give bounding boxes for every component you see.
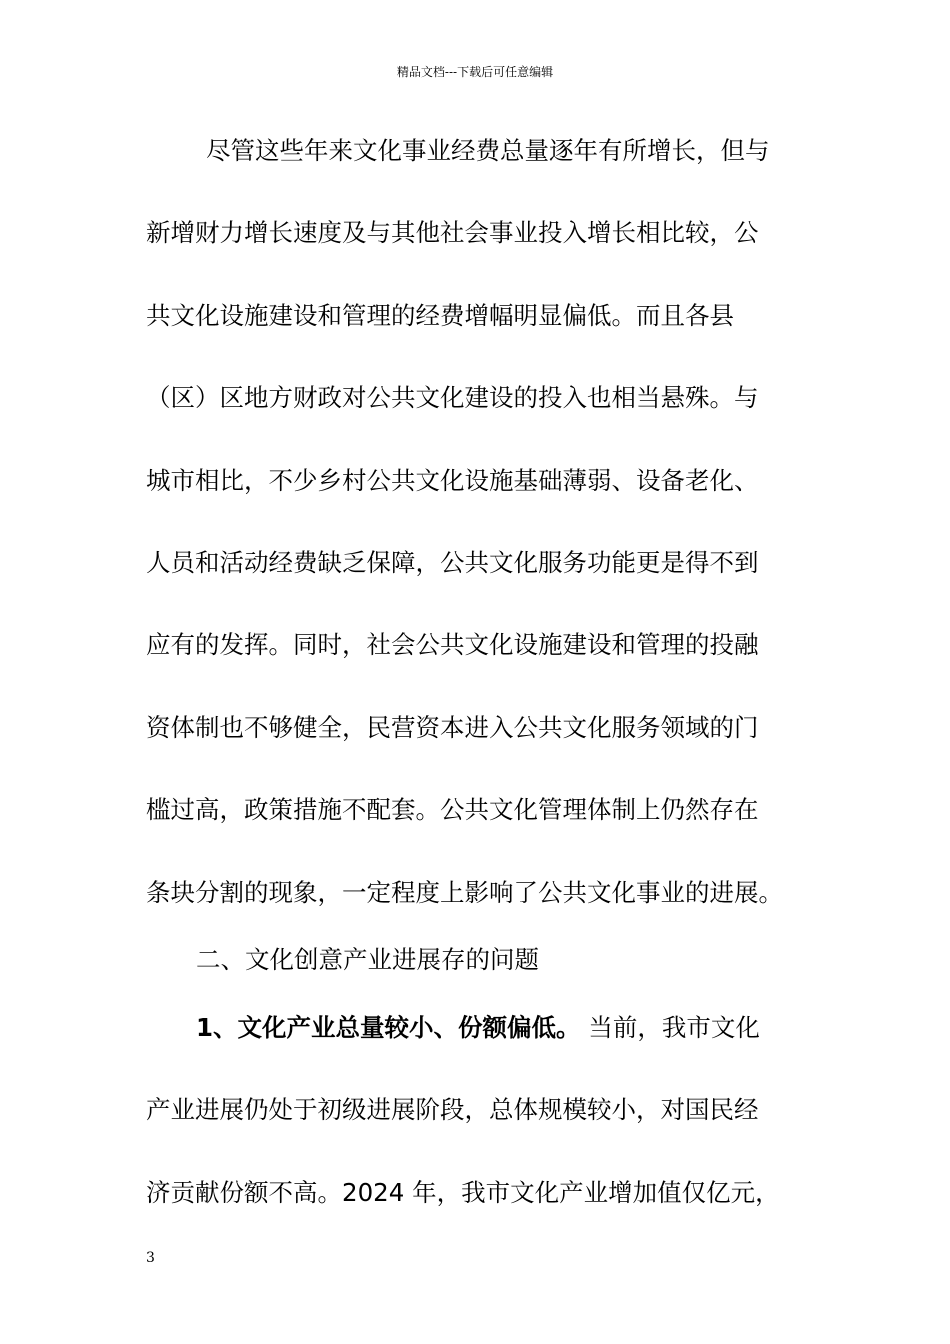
paragraph-line: 产业进展仍处于初级进展阶段，总体规模较小，对国民经	[146, 1095, 759, 1124]
subsection-title: 1、文化产业总量较小、份额偏低。	[196, 1013, 581, 1042]
paragraph-line: 应有的发挥。同时，社会公共文化设施建设和管理的投融	[146, 630, 759, 659]
paragraph-line: 城市相比，不少乡村公共文化设施基础薄弱、设备老化、	[146, 466, 759, 495]
page-number: 3	[146, 1250, 155, 1266]
paragraph-line: 条块分割的现象，一定程度上影响了公共文化事业的进展。	[146, 878, 783, 907]
paragraph-line: 人员和活动经费缺乏保障，公共文化服务功能更是得不到	[146, 548, 759, 577]
paragraph-line: 槛过高，政策措施不配套。公共文化管理体制上仍然存在	[146, 795, 759, 824]
paragraph-line: （区）区地方财政对公共文化建设的投入也相当悬殊。与	[146, 383, 759, 412]
paragraph-line: 资体制也不够健全，民营资本进入公共文化服务领域的门	[146, 713, 759, 742]
paragraph-line: 尽管这些年来文化事业经费总量逐年有所增长，但与	[206, 136, 770, 165]
paragraph-line: 新增财力增长速度及与其他社会事业投入增长相比较，公	[146, 218, 759, 247]
paragraph-line: 共文化设施建设和管理的经费增幅明显偏低。而且各县	[146, 301, 734, 330]
subsection-lead-text: 当前，我市文化	[580, 1013, 760, 1042]
paragraph-line: 济贡献份额不高。2024 年，我市文化产业增加值仅亿元，	[146, 1178, 780, 1207]
subsection-line	[196, 1011, 866, 1045]
section-heading: 二、文化创意产业进展存的问题	[196, 945, 539, 974]
page-header: 精品文档---下载后可任意编辑	[396, 65, 554, 79]
